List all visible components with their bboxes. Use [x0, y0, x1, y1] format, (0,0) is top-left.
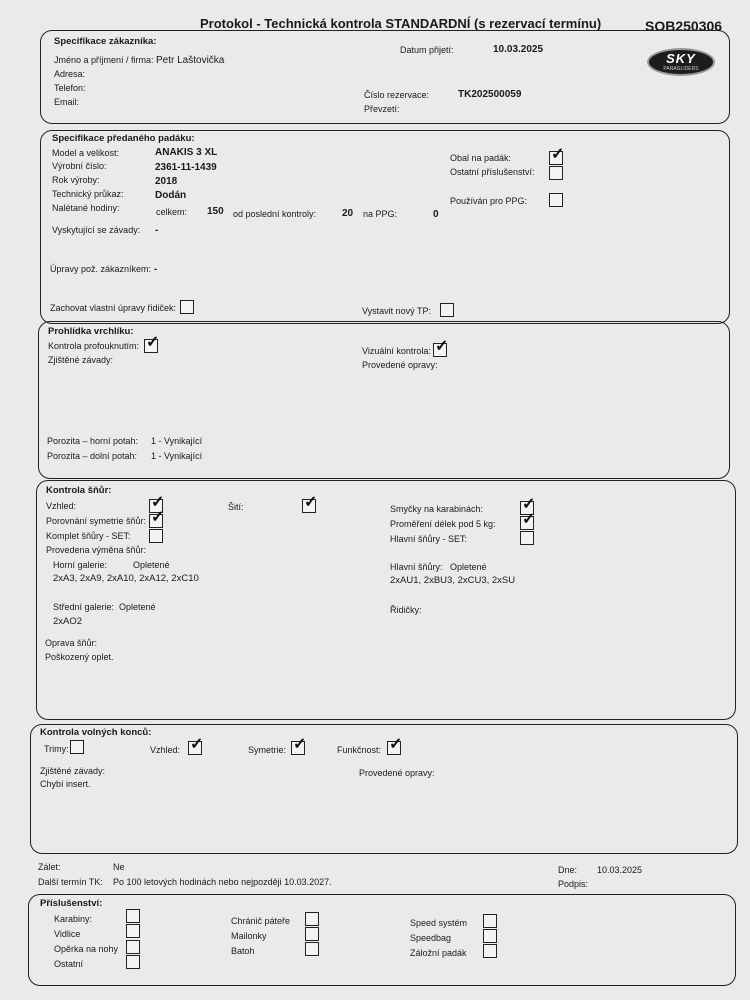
- sky-logo: SKY PARAGLIDERS: [647, 48, 715, 76]
- middle-label: Střední galerie:: [53, 602, 115, 612]
- check-icon: ✓: [389, 736, 403, 753]
- symmetry-checkbox[interactable]: [149, 509, 165, 528]
- check-icon: ✓: [551, 146, 565, 163]
- trims-checkbox[interactable]: [70, 740, 84, 754]
- acc-backpack-checkbox[interactable]: [305, 942, 319, 956]
- check-icon: ✓: [190, 736, 204, 753]
- check-icon: ✓: [522, 496, 536, 513]
- phone-label: Telefon:: [54, 83, 86, 93]
- address-label: Adresa:: [54, 69, 86, 79]
- ends-repairs-label: Provedené opravy:: [359, 768, 435, 778]
- canopy-section: [38, 321, 730, 479]
- check-icon: ✓: [522, 511, 536, 528]
- acc-footrest: Opěrka na nohy: [54, 944, 119, 954]
- ends-section: [30, 724, 738, 854]
- porosity-bottom-label: Porozita – dolní potah:: [47, 451, 138, 461]
- tp-label: Technický průkaz:: [52, 189, 124, 199]
- seal-value: Ne: [113, 862, 125, 872]
- document-id: SOB250306: [645, 18, 723, 34]
- sewing-label: Šití:: [228, 502, 244, 512]
- acc-back-protector: Chránič páteře: [231, 916, 291, 926]
- year-value: 2018: [155, 176, 178, 187]
- set-label: Komplet šňůry - SET:: [46, 531, 131, 541]
- acc-carabiners: Karabiny:: [54, 914, 93, 924]
- canopy-found-label: Zjištěné závady:: [48, 355, 114, 365]
- middle-list: 2xAO2: [53, 616, 83, 627]
- check-icon: ✓: [146, 334, 160, 351]
- porosity-bottom-value: 1 - Vynikající: [151, 451, 203, 461]
- acc-fork: Vidlice: [54, 929, 81, 939]
- ppg-use-label: Používán pro PPG:: [450, 196, 528, 206]
- puncture-label: Kontrola profouknutím:: [48, 341, 140, 351]
- keep-mods-checkbox[interactable]: [180, 300, 194, 314]
- year-label: Rok výroby:: [52, 175, 100, 185]
- main-type: Opletené: [450, 562, 487, 572]
- acc-maillons: Mailonky: [231, 931, 267, 941]
- ends-found-label: Zjištěné závady:: [40, 766, 106, 776]
- ends-heading: Kontrola volných konců:: [40, 727, 152, 738]
- customer-heading: Specifikace zákazníka:: [54, 36, 157, 47]
- acc-reserve-checkbox[interactable]: [483, 944, 497, 958]
- canopy-heading: Prohlídka vrchlíku:: [48, 326, 134, 337]
- ppg-use-checkbox[interactable]: [549, 193, 563, 207]
- upper-type: Opletené: [133, 560, 170, 570]
- ends-look-label: Vzhled:: [150, 745, 181, 755]
- measure-checkbox[interactable]: [520, 511, 536, 530]
- visual-label: Vizuální kontrola:: [362, 346, 431, 356]
- ends-symmetry-checkbox[interactable]: [291, 736, 307, 755]
- look-label: Vzhled:: [46, 501, 77, 511]
- sewing-checkbox[interactable]: [302, 494, 318, 513]
- main-label: Hlavní šňůry:: [390, 562, 443, 572]
- acc-maillons-checkbox[interactable]: [305, 927, 319, 941]
- reservation-label: Číslo rezervace:: [364, 90, 430, 100]
- main-set-checkbox[interactable]: [520, 531, 534, 545]
- ends-found-value: Chybí insert.: [40, 779, 91, 789]
- tp-value: Dodán: [155, 190, 187, 201]
- takeover-label: Převzetí:: [364, 104, 400, 114]
- line-repair-value: Poškozený oplet.: [45, 652, 114, 662]
- middle-type: Opletené: [119, 602, 156, 612]
- upper-list: 2xA3, 2xA9, 2xA10, 2xA12, 2xC10: [53, 573, 199, 584]
- accessories-checkbox[interactable]: [549, 166, 563, 180]
- acc-other: Ostatní: [54, 959, 84, 969]
- model-label: Model a velikost:: [52, 148, 120, 158]
- porosity-top-label: Porozita – horní potah:: [47, 436, 139, 446]
- acc-backpack: Batoh: [231, 946, 255, 956]
- main-set-label: Hlavní šňůry - SET:: [390, 534, 468, 544]
- function-checkbox[interactable]: [387, 736, 403, 755]
- acc-carabiners-checkbox[interactable]: [126, 909, 140, 923]
- ends-symmetry-label: Symetrie:: [248, 745, 287, 755]
- defects-value: -: [155, 225, 159, 236]
- porosity-top-value: 1 - Vynikající: [151, 436, 203, 446]
- total-label: celkem:: [156, 207, 188, 217]
- customer-name: Petr Laštovička: [156, 55, 225, 66]
- upper-label: Horní galerie:: [53, 560, 108, 570]
- serial-value: 2361-11-1439: [155, 162, 217, 173]
- seal-label: Zálet:: [38, 862, 61, 872]
- date-label: Datum přijetí:: [400, 45, 454, 55]
- check-icon: ✓: [151, 494, 165, 511]
- loops-label: Smyčky na karabinách:: [390, 504, 484, 514]
- keep-mods-label: Zachovat vlastní úpravy řidiček:: [50, 303, 177, 313]
- serial-label: Výrobní číslo:: [52, 161, 107, 171]
- ends-look-checkbox[interactable]: [188, 736, 204, 755]
- email-label: Email:: [54, 97, 80, 107]
- acc-speed-system-checkbox[interactable]: [483, 914, 497, 928]
- reservation-number: TK202500059: [458, 89, 522, 100]
- date-received: 10.03.2025: [493, 44, 544, 55]
- glider-heading: Specifikace předaného padáku:: [52, 133, 195, 144]
- acc-back-protector-checkbox[interactable]: [305, 912, 319, 926]
- function-label: Funkčnost:: [337, 745, 382, 755]
- check-icon: ✓: [435, 338, 449, 355]
- acc-other-checkbox[interactable]: [126, 955, 140, 969]
- mods-label: Úpravy pož. zákazníkem:: [50, 264, 152, 274]
- acc-reserve: Záložní padák: [410, 948, 467, 958]
- total-hours: 150: [207, 206, 224, 217]
- hours-label: Nalétané hodiny:: [52, 203, 120, 213]
- acc-fork-checkbox[interactable]: [126, 924, 140, 938]
- measure-label: Proměření délek pod 5 kg:: [390, 519, 496, 529]
- since-label: od poslední kontroly:: [233, 209, 317, 219]
- check-icon: ✓: [304, 494, 318, 511]
- symmetry-label: Porovnání symetrie šňůr:: [46, 516, 147, 526]
- acc-footrest-checkbox[interactable]: [126, 940, 140, 954]
- cover-label: Obal na padák:: [450, 153, 512, 163]
- model-value: ANAKIS 3 XL: [155, 147, 218, 158]
- new-tp-checkbox[interactable]: [440, 303, 454, 317]
- canopy-repairs-label: Provedené opravy:: [362, 360, 438, 370]
- defects-label: Vyskytující se závady:: [52, 225, 141, 235]
- check-icon: ✓: [151, 509, 165, 526]
- lines-heading: Kontrola šňůr:: [46, 485, 112, 496]
- glider-section: [40, 130, 730, 324]
- main-list: 2xAU1, 2xBU3, 2xCU3, 2xSU: [390, 575, 516, 586]
- footer-date-label: Dne:: [558, 865, 578, 875]
- cover-checkbox[interactable]: [549, 146, 565, 165]
- ppg-label: na PPG:: [363, 209, 398, 219]
- set-checkbox[interactable]: [149, 529, 163, 543]
- signature-label: Podpis:: [558, 879, 589, 889]
- acc-speedbag: Speedbag: [410, 933, 452, 943]
- accessories-label: Ostatní příslušenství:: [450, 167, 535, 177]
- next-check-label: Další termín TK:: [38, 877, 103, 887]
- accessories-heading: Příslušenství:: [40, 898, 103, 909]
- footer-date: 10.03.2025: [597, 865, 643, 875]
- ppg-hours: 0: [433, 209, 439, 220]
- trims-label: Trimy:: [44, 744, 69, 754]
- check-icon: ✓: [293, 736, 307, 753]
- puncture-checkbox[interactable]: [144, 334, 160, 353]
- replaced-label: Provedena výměna šňůr:: [46, 545, 147, 555]
- acc-speed-system: Speed systém: [410, 918, 468, 928]
- visual-checkbox[interactable]: [433, 338, 449, 357]
- new-tp-label: Vystavit nový TP:: [362, 306, 432, 316]
- since-hours: 20: [342, 208, 354, 219]
- name-label: Jméno a příjmení / firma:: [54, 55, 154, 65]
- mods-value: -: [154, 264, 158, 275]
- document-title: Protokol - Technická kontrola STANDARDNÍ (s rezervací termínu): [200, 16, 602, 31]
- acc-speedbag-checkbox[interactable]: [483, 929, 497, 943]
- brakes-label: Řidičky:: [390, 605, 422, 615]
- next-check-value: Po 100 letových hodinách nebo nejpozději 10.03.2027.: [113, 877, 332, 887]
- line-repair-label: Oprava šňůr:: [45, 638, 98, 648]
